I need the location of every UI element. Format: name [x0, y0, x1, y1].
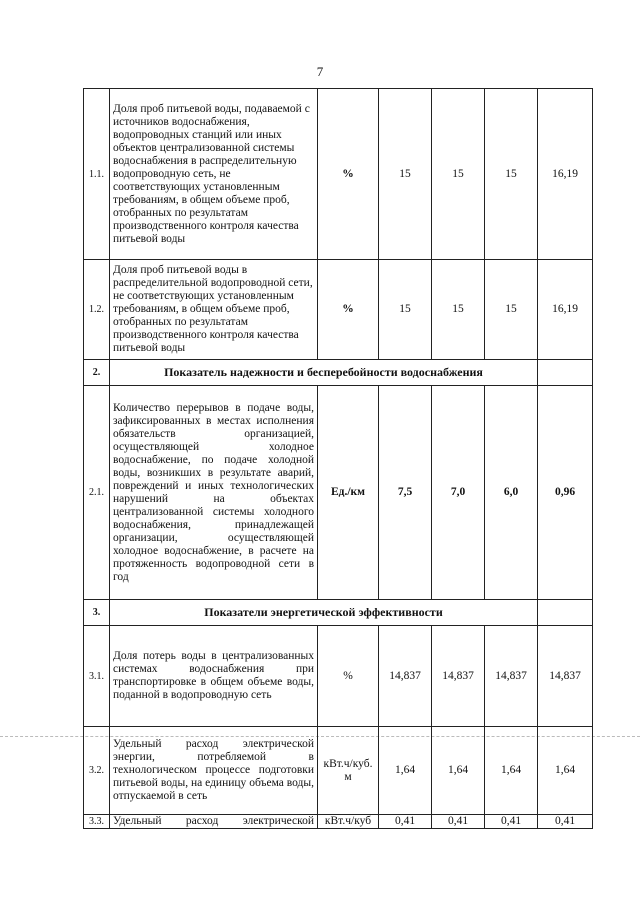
- indicator-description: Доля проб питьевой воды в распределительной водопроводной сети, не соответствующих установленным требованиям, в общем объеме проб, отобранных по результатам производственного контроля качества питьевой воды: [110, 260, 318, 360]
- section-number: 2.: [84, 360, 110, 386]
- table-row: [84, 727, 593, 815]
- value-cell: 14,837: [379, 626, 432, 727]
- value-cell: 7,0: [432, 386, 485, 600]
- unit-cell: %: [318, 260, 379, 360]
- value-cell: 0,41: [485, 815, 538, 829]
- page-number: 7: [316, 64, 324, 79]
- value-cell: 6,0: [485, 386, 538, 600]
- table-row: [84, 386, 593, 600]
- value-cell: 15: [432, 89, 485, 260]
- row-number: 3.1.: [84, 626, 110, 727]
- indicator-description: Удельный расход электрической: [110, 815, 318, 829]
- indicator-description: Количество перерывов в подаче воды, зафиксированных в местах исполнения обязательств организацией, осуществляющей холодное водоснабжение, по подаче холодной воды, возникших в результате аварий, повреждений и иных технологических нарушений на объектах централизованной системы холодного водоснабжения, принадлежащей организации, осуществляющей холодное водоснабжение, в расчете на протяженность водопроводной сети в год: [110, 386, 318, 600]
- section-row: [84, 360, 593, 386]
- value-cell: 0,96: [538, 386, 593, 600]
- value-cell: 0,41: [538, 815, 593, 829]
- indicator-description: Удельный расход электрической энергии, потребляемой в технологическом процессе подготовки питьевой воды, на единицу объема воды, отпускаемой в сеть: [110, 727, 318, 815]
- indicator-description: Доля проб питьевой воды, подаваемой с источников водоснабжения, водопроводных станций или иных объектов централизованной системы водоснабжения в распределительную водопроводную сеть, не соответствующих установленным требованиям, в общем объеме проб, отобранных по результатам производственного контроля качества питьевой воды: [110, 89, 318, 260]
- value-cell: 15: [485, 260, 538, 360]
- value-cell: 14,837: [485, 626, 538, 727]
- section-row: [84, 600, 593, 626]
- value-cell: 7,5: [379, 386, 432, 600]
- table-row: [84, 815, 593, 829]
- empty-cell: [538, 360, 593, 386]
- unit-cell: Ед./км: [318, 386, 379, 600]
- value-cell: 14,837: [432, 626, 485, 727]
- value-cell: 1,64: [379, 727, 432, 815]
- table-row: [84, 626, 593, 727]
- value-cell: 15: [432, 260, 485, 360]
- indicator-description: Доля потерь воды в централизованных системах водоснабжения при транспортировке в общем объеме воды, поданной в водопроводную сеть: [110, 626, 318, 727]
- row-number: 1.2.: [84, 260, 110, 360]
- empty-cell: [538, 600, 593, 626]
- row-number: 2.1.: [84, 386, 110, 600]
- unit-cell: %: [318, 626, 379, 727]
- section-title: Показатели энергетической эффективности: [110, 600, 538, 626]
- value-cell: 14,837: [538, 626, 593, 727]
- value-cell: 1,64: [485, 727, 538, 815]
- row-number: 3.2.: [84, 727, 110, 815]
- unit-cell: кВт.ч/куб: [318, 815, 379, 829]
- value-cell: 0,41: [379, 815, 432, 829]
- value-cell: 15: [379, 89, 432, 260]
- section-number: 3.: [84, 600, 110, 626]
- unit-cell: %: [318, 89, 379, 260]
- value-cell: 16,19: [538, 260, 593, 360]
- value-cell: 16,19: [538, 89, 593, 260]
- value-cell: 15: [379, 260, 432, 360]
- value-cell: 0,41: [432, 815, 485, 829]
- value-cell: 1,64: [432, 727, 485, 815]
- value-cell: 15: [485, 89, 538, 260]
- table-row: [84, 260, 593, 360]
- value-cell: 1,64: [538, 727, 593, 815]
- section-title: Показатель надежности и бесперебойности водоснабжения: [110, 360, 538, 386]
- row-number: 3.3.: [84, 815, 110, 829]
- table-row: [84, 89, 593, 260]
- unit-cell: кВт.ч/куб. м: [318, 727, 379, 815]
- row-number: 1.1.: [84, 89, 110, 260]
- indicators-table: [83, 88, 593, 829]
